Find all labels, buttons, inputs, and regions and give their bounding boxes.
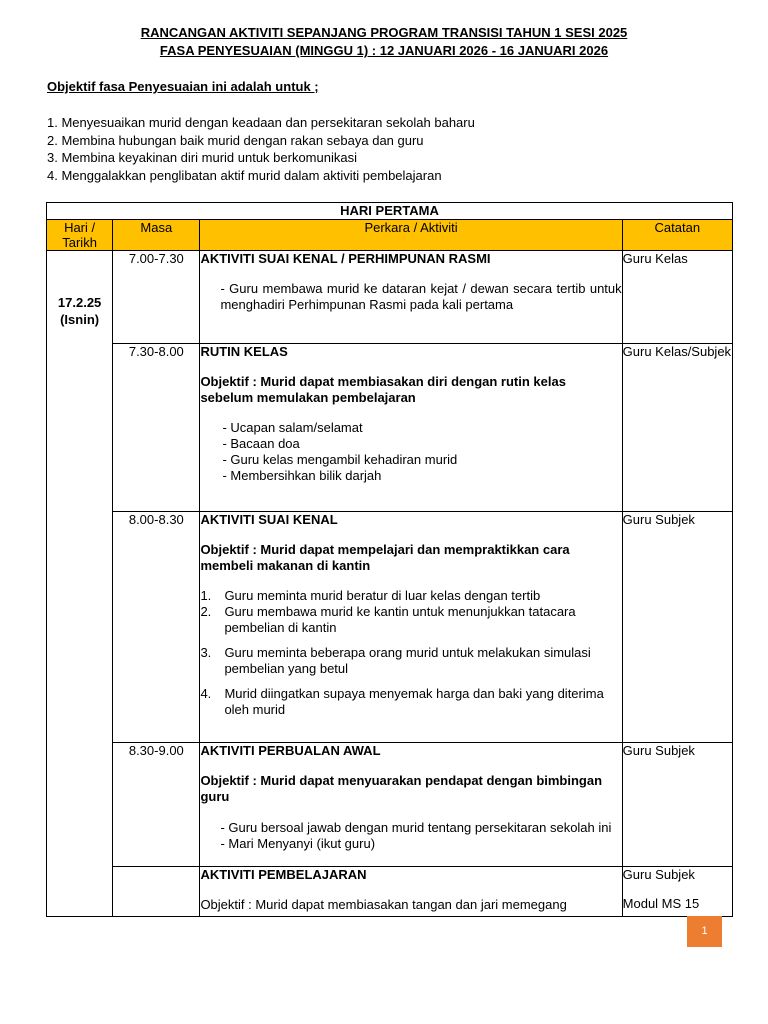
numbered-item: 4. Murid diingatkan supaya menyemak harga dan baki yang diterima oleh murid: [200, 686, 604, 717]
activity-title: AKTIVITI PERBUALAN AWAL: [200, 743, 381, 758]
time-cell: 8.00-8.30: [113, 512, 200, 743]
numbered-item: 1. Guru meminta murid beratur di luar kelas dengan tertib: [200, 588, 541, 603]
activity-objective: Objektif : Murid dapat menyuarakan pendapat dengan bimbingan guru: [200, 773, 603, 804]
activity-cell: [200, 743, 622, 867]
objective-item: 2. Membina hubungan baik murid dengan rakan sebaya dan guru: [47, 132, 424, 148]
activity-objective: Objektif : Murid dapat mempelajari dan mempraktikkan cara membeli makanan di kantin: [200, 542, 570, 573]
activity-bullet: - Membersihkan bilik darjah: [222, 468, 382, 483]
day-title: HARI PERTAMA: [47, 203, 733, 220]
time-cell: 7.00-7.30: [113, 251, 200, 344]
activity-title: AKTIVITI SUAI KENAL / PERHIMPUNAN RASMI: [200, 251, 491, 266]
note-cell: Guru Subjek: [622, 743, 732, 867]
note-cell: Guru Kelas/Subjek: [622, 344, 732, 512]
objective-item: 4. Menggalakkan penglibatan aktif murid dalam aktiviti pembelajaran: [47, 167, 442, 183]
time-cell: 7.30-8.00: [113, 344, 200, 512]
activity-title: RUTIN KELAS: [200, 344, 288, 359]
activity-bullet: - Ucapan salam/selamat: [222, 420, 363, 435]
activity-title: AKTIVITI SUAI KENAL: [200, 512, 338, 527]
schedule-table: [46, 202, 733, 917]
note-line: Modul MS 15: [622, 896, 700, 911]
activity-cell: [200, 867, 622, 917]
document-title-line-2: FASA PENYESUAIAN (MINGGU 1) : 12 JANUARI 2026 - 16 JANUARI 2026: [159, 43, 609, 58]
activity-bullet: - Guru kelas mengambil kehadiran murid: [222, 452, 458, 467]
activity-cell: [200, 344, 622, 512]
date-cell: [47, 251, 113, 917]
activity-text: - Guru membawa murid ke dataran kejat / dewan secara tertib untuk menghadiri Perhimpunan Rasmi pada kali pertama: [220, 281, 622, 312]
document-title-line-1: RANCANGAN AKTIVITI SEPANJANG PROGRAM TRANSISI TAHUN 1 SESI 2025: [140, 25, 628, 40]
objectives-heading: Objektif fasa Penyesuaian ini adalah untuk ;: [47, 79, 319, 94]
activity-objective: Objektif : Murid dapat membiasakan diri dengan rutin kelas sebelum memulakan pembelajaran: [200, 374, 566, 405]
weekday-value: (Isnin): [60, 312, 100, 327]
activity-bullet: - Guru bersoal jawab dengan murid tentang persekitaran sekolah ini: [220, 820, 612, 835]
objective-item: 3. Membina keyakinan diri murid untuk berkomunikasi: [47, 150, 357, 165]
activity-objective: Objektif : Murid dapat membiasakan tangan dan jari memegang: [200, 897, 567, 912]
activity-cell: [200, 512, 622, 743]
note-cell: Guru Kelas: [622, 251, 732, 344]
header-notes: Catatan: [622, 220, 732, 251]
numbered-item: 3. Guru meminta beberapa orang murid untuk melakukan simulasi pembelian yang betul: [200, 645, 591, 676]
activity-title: AKTIVITI PEMBELAJARAN: [200, 867, 367, 882]
time-cell: [113, 867, 200, 917]
header-time: Masa: [113, 220, 200, 251]
page-number-badge: 1: [687, 916, 722, 947]
header-activity: Perkara / Aktiviti: [200, 220, 622, 251]
note-line: Guru Subjek: [622, 867, 695, 882]
time-cell: 8.30-9.00: [113, 743, 200, 867]
activity-cell: [200, 251, 622, 344]
objective-item: 1. Menyesuaikan murid dengan keadaan dan persekitaran sekolah baharu: [47, 115, 475, 130]
activity-bullet: - Bacaan doa: [222, 436, 300, 451]
date-value: 17.2.25: [57, 295, 102, 310]
header-day: Hari / Tarikh: [47, 220, 113, 251]
note-cell: Guru Subjek: [622, 512, 732, 743]
note-cell: [622, 867, 732, 917]
objectives-list: [47, 114, 475, 184]
numbered-item: 2. Guru membawa murid ke kantin untuk menunjukkan tatacara pembelian di kantin: [200, 604, 576, 635]
activity-bullet: - Mari Menyanyi (ikut guru): [220, 836, 376, 851]
